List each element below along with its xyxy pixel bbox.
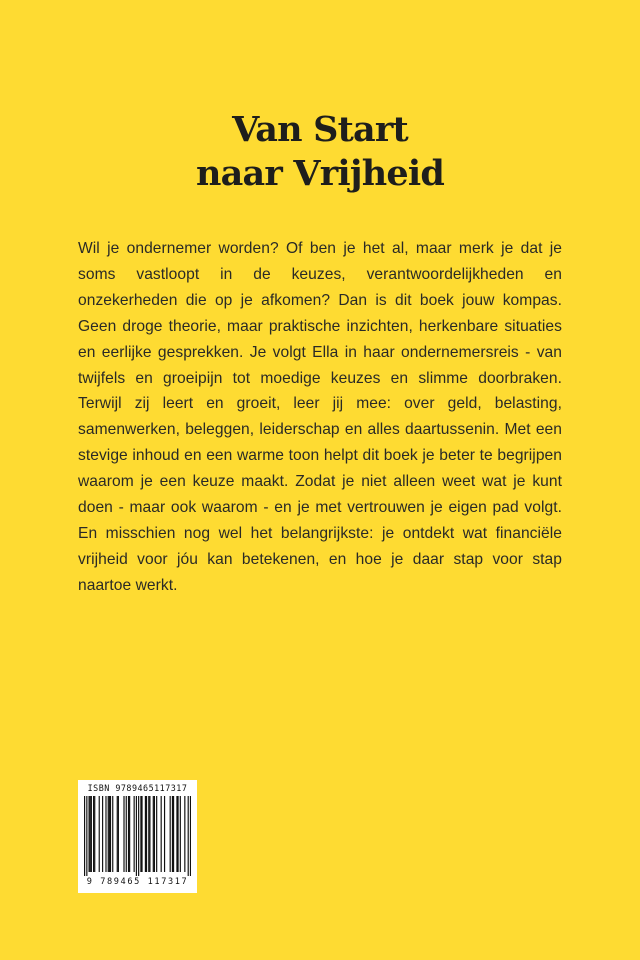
barcode-bar [149,796,150,872]
barcode-bar [112,796,113,872]
barcode-bar [123,796,124,872]
barcode-bar [146,796,147,872]
barcode-bar [126,796,127,872]
barcode-bar [94,796,95,872]
barcode-bar [188,796,189,876]
barcode-bar [93,796,94,872]
barcode-bar [153,796,154,872]
barcode-bar [190,796,191,876]
barcode-bar [129,796,130,872]
barcode-bars [84,796,191,876]
barcode-bar [138,796,139,876]
isbn-label: ISBN 9789465117317 [87,783,188,793]
barcode-bar [177,796,178,872]
barcode-bar [141,796,142,872]
barcode-bar [128,796,129,872]
barcode-bar [86,796,87,876]
barcode-bar [156,796,157,872]
barcode-bar [173,796,174,872]
barcode-bar [99,796,100,872]
barcode-bar [172,796,173,872]
barcode-bar [105,796,106,872]
barcode-bar [102,796,103,872]
barcode-bar [170,796,171,872]
barcode-bar [84,796,85,876]
barcode-bar [136,796,137,876]
barcode-bar [91,796,92,872]
barcode [78,780,197,893]
barcode-bar [140,796,141,872]
barcode-bar [90,796,91,872]
barcode-bar [180,796,181,872]
barcode-bar [154,796,155,872]
barcode-bar [176,796,177,872]
blurb-text: Wil je ondernemer worden? Of ben je het al, maar merk je dat je soms vastloopt in de keuzes, verantwoordelijkheden en onzekerheden die op je afkomen? Dan is dit boek jouw kompas. Geen droge theorie, maar praktische inzichten, herkenbare situaties en eerlijke gesprekken. Je volgt Ella in haar ondernemersreis - van twijfels en groeipijn tot moedige keuzes en slimme doorbraken. Terwijl zij leert en groeit, leer jij mee: over geld, belasting, samenwerken, beleggen, leiderschap en alles daartussenin. Met een stevige inhoud en een warme toon helpt dit boek je beter te begrijpen waarom je een keuze maakt. Zodat je niet alleen weet wat je kunt doen - maar ook waarom - en je met vertrouwen je eigen pad volgt. En misschien nog wel het belangrijkste: je ontdekt wat financiële vrijheid voor jóu kan betekenen, en hoe je daar stap voor stap naartoe werkt. [78,240,562,594]
book-title [0,108,640,196]
barcode-digits: 9 789465 117317 [86,877,189,887]
barcode-bar [145,796,146,872]
barcode-bar [184,796,185,872]
barcode-bar [148,796,149,872]
barcode-bar [89,796,90,872]
barcode-bar [117,796,118,872]
title-line-1: Van Start [232,109,408,150]
barcode-bar [110,796,111,872]
barcode-bar [109,796,110,872]
title-line-2: naar Vrijheid [195,153,445,194]
barcode-bar [161,796,162,872]
barcode-bar [118,796,119,872]
barcode-bar [108,796,109,872]
barcode-bar [134,796,135,872]
barcode-bar [164,796,165,872]
